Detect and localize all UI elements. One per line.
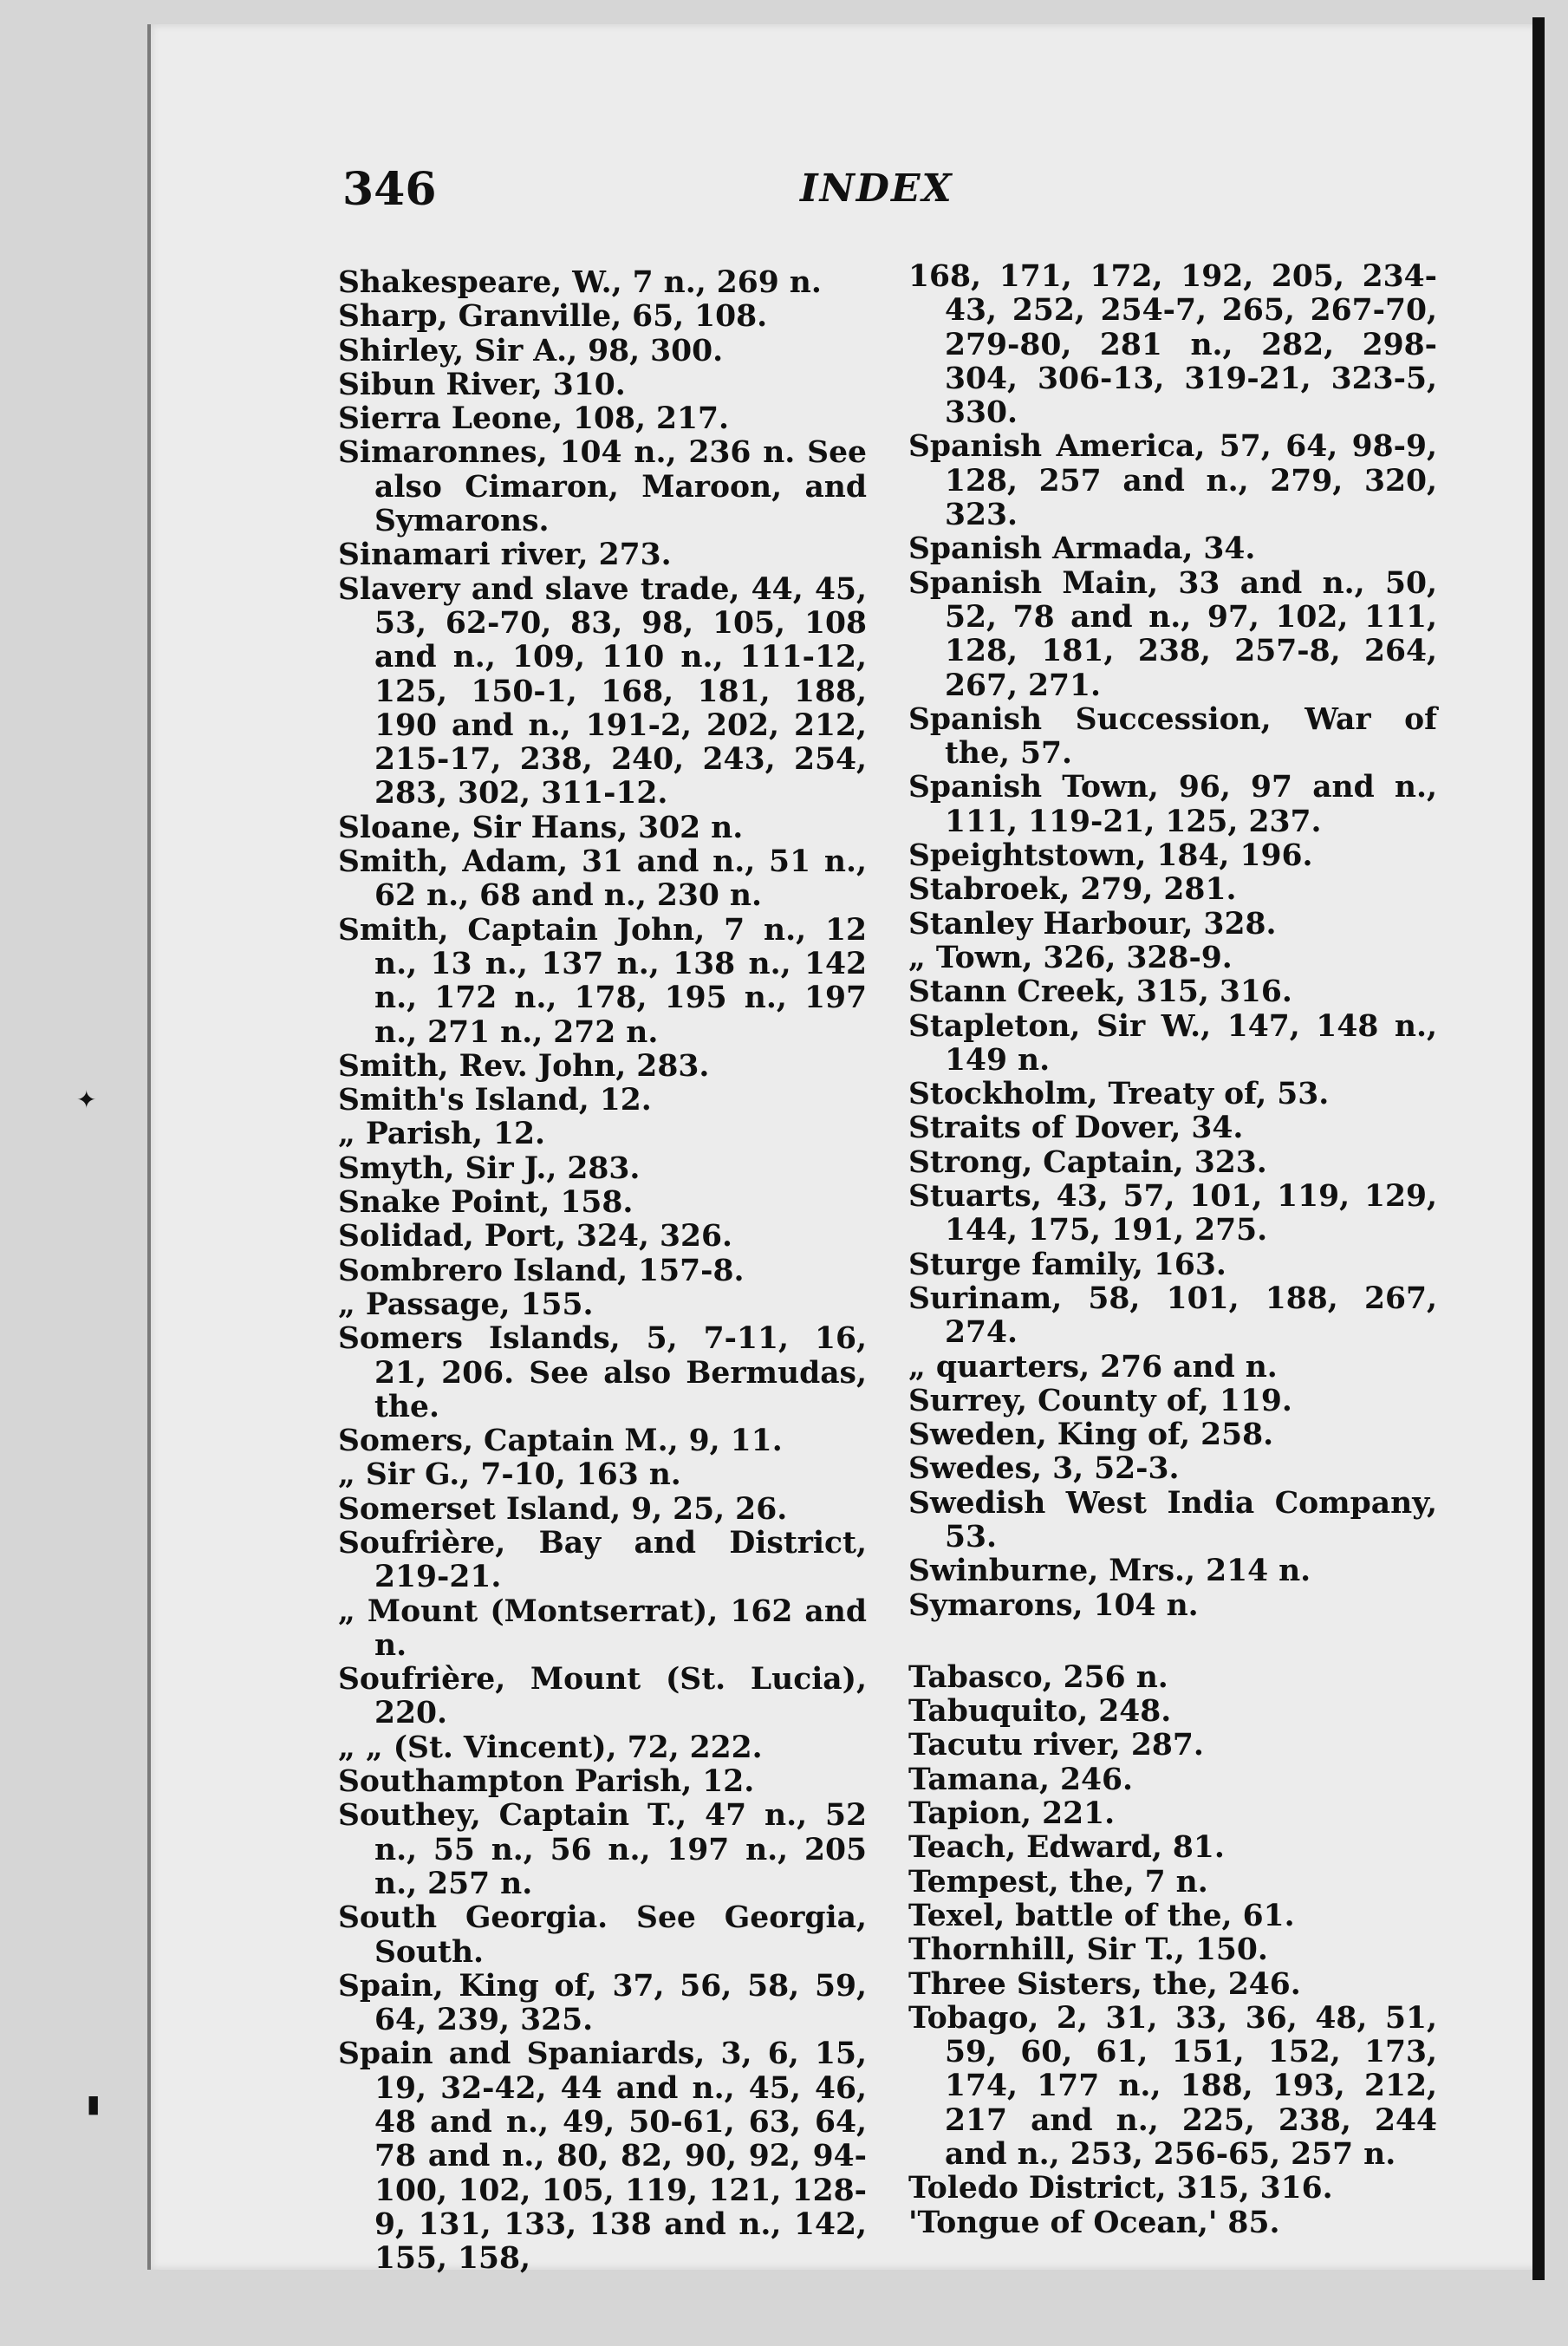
index-entry: Tabuquito, 248. <box>908 1694 1172 1730</box>
index-entry: Smyth, Sir J., 283. <box>338 1150 641 1186</box>
index-entry: Stanley Harbour, 328. <box>908 906 1277 942</box>
index-entry: Stockholm, Treaty of, 53. <box>908 1077 1330 1112</box>
index-entry: Spain, King of, 37, 56, 58, 59, 64, 239, 325. <box>338 1968 867 2038</box>
index-entry: „ Mount (Montserrat), 162 and n. <box>338 1593 867 1663</box>
index-entry: „ Town, 326, 328-9. <box>908 940 1233 975</box>
index-entry: Surrey, County of, 119. <box>908 1383 1292 1418</box>
index-entry: 'Tongue of Ocean,' 85. <box>908 2205 1280 2240</box>
index-entry: Southampton Parish, 12. <box>338 1764 755 1800</box>
index-entry: Tamana, 246. <box>908 1762 1134 1797</box>
index-entry: Surinam, 58, 101, 188, 267, 274. <box>908 1281 1437 1351</box>
index-entry: „ Passage, 155. <box>338 1287 594 1322</box>
index-entry: Solidad, Port, 324, 326. <box>338 1219 732 1254</box>
index-entry: Spanish Main, 33 and n., 50, 52, 78 and n., 97, 102, 111, 128, 181, 238, 257-8, 264, 267, 271. <box>908 565 1437 703</box>
index-entry: Smith, Rev. John, 283. <box>338 1048 710 1084</box>
index-entry: Somerset Island, 9, 25, 26. <box>338 1491 788 1527</box>
index-entry: Thornhill, Sir T., 150. <box>908 1932 1268 1968</box>
index-entry: Shakespeare, W., 7 n., 269 n. <box>338 265 822 300</box>
index-entry: Three Sisters, the, 246. <box>908 1966 1301 2002</box>
index-entry: Smith's Island, 12. <box>338 1083 652 1118</box>
index-entry: Somers Islands, 5, 7-11, 16, 21, 206. See also Bermudas, the. <box>338 1321 867 1424</box>
index-entry: Sombrero Island, 157-8. <box>338 1253 745 1288</box>
index-entry: South Georgia. See Georgia, South. <box>338 1900 867 1970</box>
index-entry: Soufrière, Bay and District, 219-21. <box>338 1525 867 1595</box>
index-entry: Speightstown, 184, 196. <box>908 838 1313 874</box>
section-gap <box>908 1623 1437 1661</box>
index-entry: Slavery and slave trade, 44, 45, 53, 62-70, 83, 98, 105, 108 and n., 109, 110 n., 111-12, 125, 150-1, 168, 181, 188, 190 and n., 191-2, 202, 212, 215-17, 238, 240, 243, 254, 283, 302, 311-12. <box>338 571 867 811</box>
index-entry: Sturge family, 163. <box>908 1247 1226 1282</box>
index-entry: Spain and Spaniards, 3, 6, 15, 19, 32-42, 44 and n., 45, 46, 48 and n., 49, 50-61, 63, 64, 78 and n., 80, 82, 90, 92, 94-100, 102, 105, 119, 121, 128-9, 131, 133, 138 and n., 142, 155, 158, <box>338 2036 867 2277</box>
index-entry: Spanish Succession, War of the, 57. <box>908 701 1437 772</box>
index-entry: „ Sir G., 7-10, 163 n. <box>338 1457 681 1493</box>
index-entry: Smith, Adam, 31 and n., 51 n., 62 n., 68 and n., 230 n. <box>338 844 867 914</box>
index-entry: Soufrière, Mount (St. Lucia), 220. <box>338 1662 867 1731</box>
index-entry: Toledo District, 315, 316. <box>908 2171 1333 2206</box>
index-entry: Sibun River, 310. <box>338 367 626 402</box>
page-title: INDEX <box>800 166 953 211</box>
index-entry: Sinamari river, 273. <box>338 538 672 573</box>
index-entry: Stabroek, 279, 281. <box>908 872 1237 908</box>
scan-speck: ✦ <box>76 1085 97 1114</box>
index-entry: Swedes, 3, 52-3. <box>908 1451 1180 1487</box>
index-entry: Tempest, the, 7 n. <box>908 1864 1208 1900</box>
index-entry: Tobago, 2, 31, 33, 36, 48, 51, 59, 60, 61, 151, 152, 173, 174, 177 n., 188, 193, 212, 217 and n., 225, 238, 244 and n., 253, 256-65, 257 n. <box>908 2000 1437 2173</box>
index-entry: „ quarters, 276 and n. <box>908 1349 1278 1385</box>
index-entry: Tacutu river, 287. <box>908 1728 1204 1763</box>
index-column-left <box>338 266 867 2277</box>
index-entry: Sierra Leone, 108, 217. <box>338 401 730 437</box>
index-entry: Shirley, Sir A., 98, 300. <box>338 333 724 368</box>
index-entry: Straits of Dover, 34. <box>908 1111 1244 1146</box>
index-column-right <box>908 260 1437 2240</box>
index-entry: Snake Point, 158. <box>338 1185 634 1221</box>
index-entry: Tabasco, 256 n. <box>908 1659 1168 1695</box>
index-entry: Stann Creek, 315, 316. <box>908 974 1292 1010</box>
index-entry: Strong, Captain, 323. <box>908 1144 1267 1180</box>
index-entry: „ „ (St. Vincent), 72, 222. <box>338 1730 763 1765</box>
scan-speck: ▮ <box>87 2089 101 2118</box>
index-entry: Sharp, Granville, 65, 108. <box>338 299 768 335</box>
index-entry: Spanish Town, 96, 97 and n., 111, 119-21, 125, 237. <box>908 770 1437 839</box>
page-header <box>342 163 975 232</box>
index-entry: Texel, battle of the, 61. <box>908 1898 1295 1933</box>
scan-edge-bar <box>1532 17 1545 2280</box>
index-entry: Swinburne, Mrs., 214 n. <box>908 1554 1311 1589</box>
index-entry: Symarons, 104 n. <box>908 1587 1199 1623</box>
index-entry: Southey, Captain T., 47 n., 52 n., 55 n., 56 n., 197 n., 205 n., 257 n. <box>338 1798 867 1901</box>
index-entry: Sweden, King of, 258. <box>908 1417 1274 1453</box>
index-entry: Teach, Edward, 81. <box>908 1830 1225 1866</box>
index-entry: Sloane, Sir Hans, 302 n. <box>338 810 744 845</box>
index-entry: Spanish Armada, 34. <box>908 531 1256 567</box>
index-entry: Stapleton, Sir W., 147, 148 n., 149 n. <box>908 1008 1437 1078</box>
index-entry: Simaronnes, 104 n., 236 n. See also Cimaron, Maroon, and Symarons. <box>338 435 867 539</box>
index-entry: Smith, Captain John, 7 n., 12 n., 13 n., 137 n., 138 n., 142 n., 172 n., 178, 195 n., 197 n., 271 n., 272 n. <box>338 912 867 1050</box>
index-entry: 168, 171, 172, 192, 205, 234-43, 252, 254-7, 265, 267-70, 279-80, 281 n., 282, 298-304, 306-13, 319-21, 323-5, 330. <box>908 259 1437 431</box>
index-entry: Stuarts, 43, 57, 101, 119, 129, 144, 175, 191, 275. <box>908 1179 1437 1248</box>
index-entry: Tapion, 221. <box>908 1796 1116 1832</box>
index-entry: Swedish West India Company, 53. <box>908 1485 1437 1554</box>
index-entry: Spanish America, 57, 64, 98-9, 128, 257 and n., 279, 320, 323. <box>908 429 1437 533</box>
index-entry: „ Parish, 12. <box>338 1117 546 1152</box>
index-entry: Somers, Captain M., 9, 11. <box>338 1424 783 1459</box>
page-number: 346 <box>342 163 437 216</box>
